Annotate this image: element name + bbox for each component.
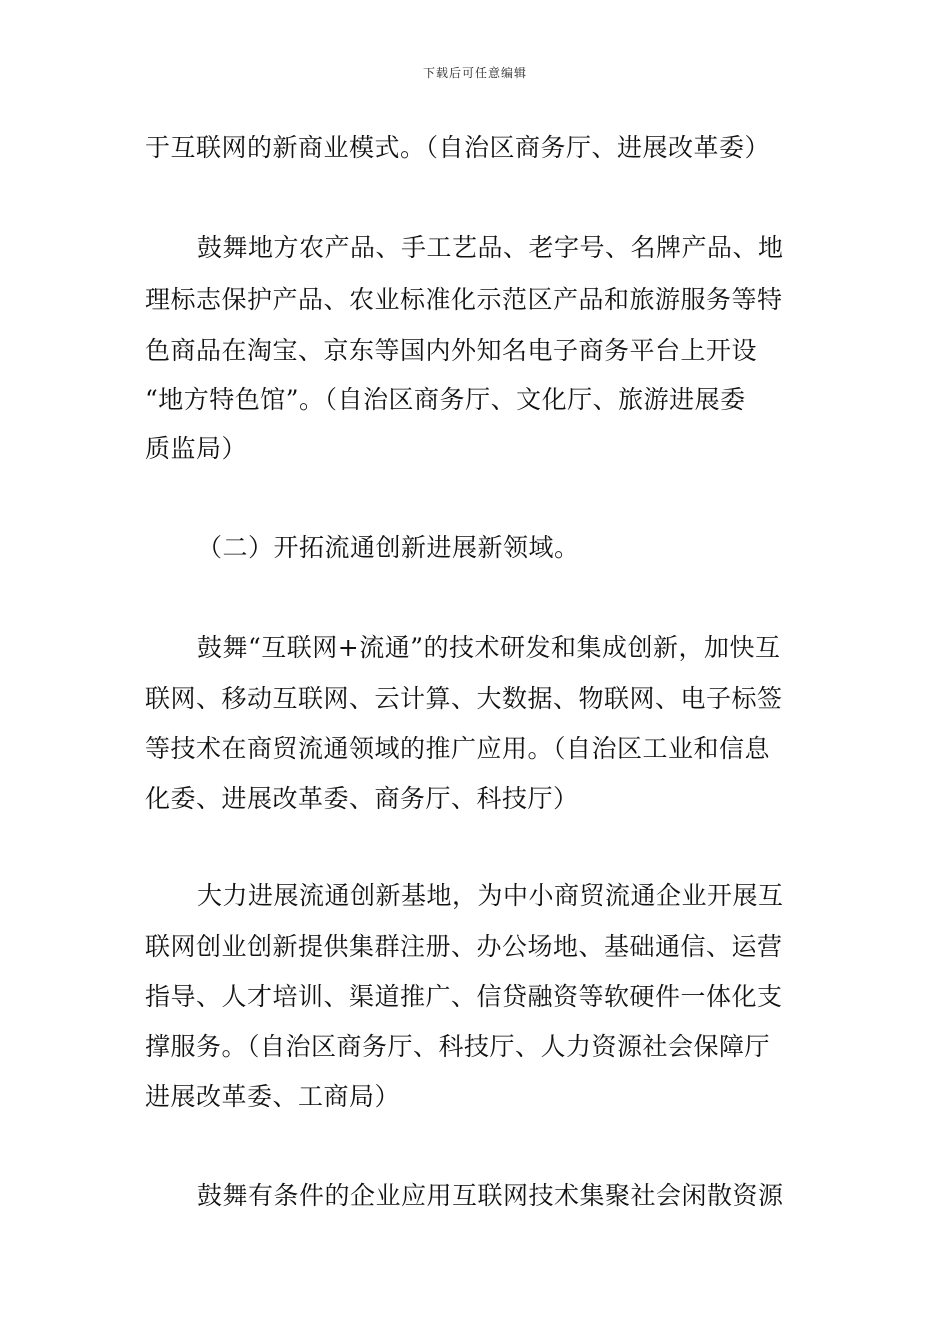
paragraph-line: 鼓舞有条件的企业应用互联网技术集聚社会闲散资源 [197,1181,784,1210]
paragraph-line: “地方特色馆”。（自治区商务厅、文化厅、旅游进展委 [145,385,746,414]
paragraph-line: 大力进展流通创新基地，为中小商贸流通企业开展互 [197,881,784,910]
paragraph-line: 指导、人才培训、渠道推广、信贷融资等软硬件一体化支 [145,982,783,1011]
paragraph-line: 质监局） [145,434,248,463]
paragraph-line: 联网创业创新提供集群注册、办公场地、基础通信、运营 [145,932,783,961]
paragraph-line: 鼓舞地方农产品、手工艺品、老字号、名牌产品、地 [197,233,784,262]
paragraph-line: 撑服务。（自治区商务厅、科技厅、人力资源社会保障厅 [145,1032,771,1061]
paragraph-line: 等技术在商贸流通领域的推广应用。（自治区工业和信息 [145,734,771,763]
section-heading: （二）开拓流通创新进展新领域。 [197,533,580,562]
paragraph-line: 联网、移动互联网、云计算、大数据、物联网、电子标签 [145,684,783,713]
paragraph-line: 理标志保护产品、农业标准化示范区产品和旅游服务等特 [145,285,783,314]
page-header: 下载后可任意编辑 [422,66,527,80]
paragraph-line: 于互联网的新商业模式。（自治区商务厅、进展改革委） [145,133,771,162]
paragraph-line: 进展改革委、工商局） [145,1082,401,1111]
paragraph-line: 化委、进展改革委、商务厅、科技厅） [145,784,579,813]
paragraph-line: 色商品在淘宝、京东等国内外知名电子商务平台上开设 [145,336,758,365]
paragraph-line: 鼓舞“互联网+流通”的技术研发和集成创新，加快互 [197,633,781,662]
